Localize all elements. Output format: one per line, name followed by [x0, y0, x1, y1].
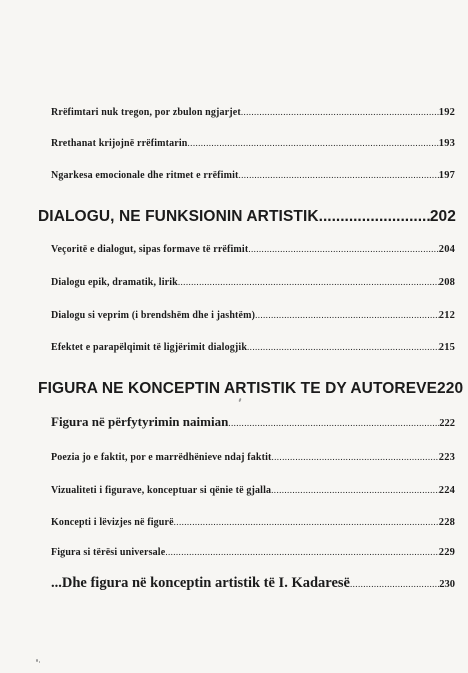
toc-entry-title: Veçoritë e dialogut, sipas formave të rrëfimit — [51, 244, 249, 255]
dot-leader — [238, 170, 438, 180]
dot-leader — [228, 418, 439, 428]
scan-speck — [238, 398, 241, 402]
dot-leader — [350, 579, 439, 589]
toc-entry-title: Rrethanat krijojnë rrëfimtarin — [51, 138, 188, 149]
toc-entry[interactable] — [51, 575, 455, 595]
toc-entry-page: 230 — [439, 579, 455, 590]
toc-entry-page: 204 — [438, 244, 455, 255]
toc-entry-page: 193 — [438, 138, 455, 149]
toc-entry-page: 222 — [439, 418, 455, 429]
toc-entry-page: 215 — [438, 342, 455, 353]
section-heading-page: 220 — [437, 380, 464, 397]
toc-entry[interactable] — [51, 414, 455, 432]
dot-leader — [188, 138, 439, 148]
toc-entry-title: Efektet e parapëlqimit të ligjërimit dialogjik — [51, 342, 248, 353]
toc-entry-page: 224 — [438, 485, 455, 496]
dot-leader — [248, 244, 438, 254]
scan-speck — [39, 661, 40, 663]
toc-entry-title: Poezia jo e faktit, por e marrëdhënieve ndaj faktit — [51, 452, 272, 463]
toc-section-heading[interactable] — [38, 208, 456, 228]
dot-leader — [271, 485, 439, 495]
toc-entry[interactable] — [51, 277, 455, 291]
toc-entry-page: 212 — [438, 310, 455, 321]
dot-leader — [255, 310, 439, 320]
toc-entry-title: Vizualiteti i figurave, konceptuar si qënie të gjalla — [51, 485, 272, 496]
toc-entry[interactable] — [51, 547, 455, 561]
toc-entry-title: Figura në përfytyrimin naimian — [51, 414, 229, 429]
dot-leader — [165, 547, 438, 557]
toc-entry[interactable] — [51, 107, 455, 121]
dot-leader — [247, 342, 439, 352]
toc-entry[interactable] — [51, 452, 455, 466]
toc-entry-title: Figura si tërësi universale — [51, 547, 166, 558]
toc-entry-title: Koncepti i lëvizjes në figurë — [51, 517, 174, 528]
toc-entry-title: Dialogu epik, dramatik, lirik — [51, 277, 178, 288]
toc-entry[interactable] — [51, 342, 455, 356]
toc-entry-title: Dialogu si veprim (i brendshëm dhe i jashtëm) — [51, 310, 256, 321]
section-heading-title: DIALOGU, NE FUNKSIONIN ARTISTIK — [38, 208, 319, 225]
toc-entry-page: 229 — [438, 547, 455, 558]
toc-entry-page: 197 — [438, 170, 455, 181]
section-heading-title: FIGURA NE KONCEPTIN ARTISTIK TE DY AUTOREVE — [38, 380, 438, 397]
dot-leader — [241, 107, 439, 117]
dot-leader — [319, 208, 430, 226]
section-heading-page: 202 — [429, 208, 456, 225]
scan-speck — [36, 659, 38, 662]
toc-entry[interactable] — [51, 485, 455, 499]
toc-entry[interactable] — [51, 138, 455, 152]
dot-leader — [271, 452, 438, 462]
toc-section-heading[interactable] — [38, 380, 468, 400]
toc-entry-title: Rrëfimtari nuk tregon, por zbulon ngjarjet — [51, 107, 241, 118]
dot-leader — [178, 277, 439, 287]
toc-entry[interactable] — [51, 517, 455, 531]
toc-entry-page: 223 — [438, 452, 455, 463]
dot-leader — [174, 517, 439, 527]
toc-entry-title: ...Dhe figura në konceptin artistik të I. Kadaresë — [51, 575, 350, 591]
toc-entry[interactable] — [51, 170, 455, 184]
toc-entry-page: 208 — [438, 277, 455, 288]
toc-entry-title: Ngarkesa emocionale dhe ritmet e rrëfimit — [51, 170, 239, 181]
toc-entry[interactable] — [51, 244, 455, 258]
toc-entry-page: 192 — [438, 107, 455, 118]
toc-entry[interactable] — [51, 310, 455, 324]
toc-entry-page: 228 — [438, 517, 455, 528]
